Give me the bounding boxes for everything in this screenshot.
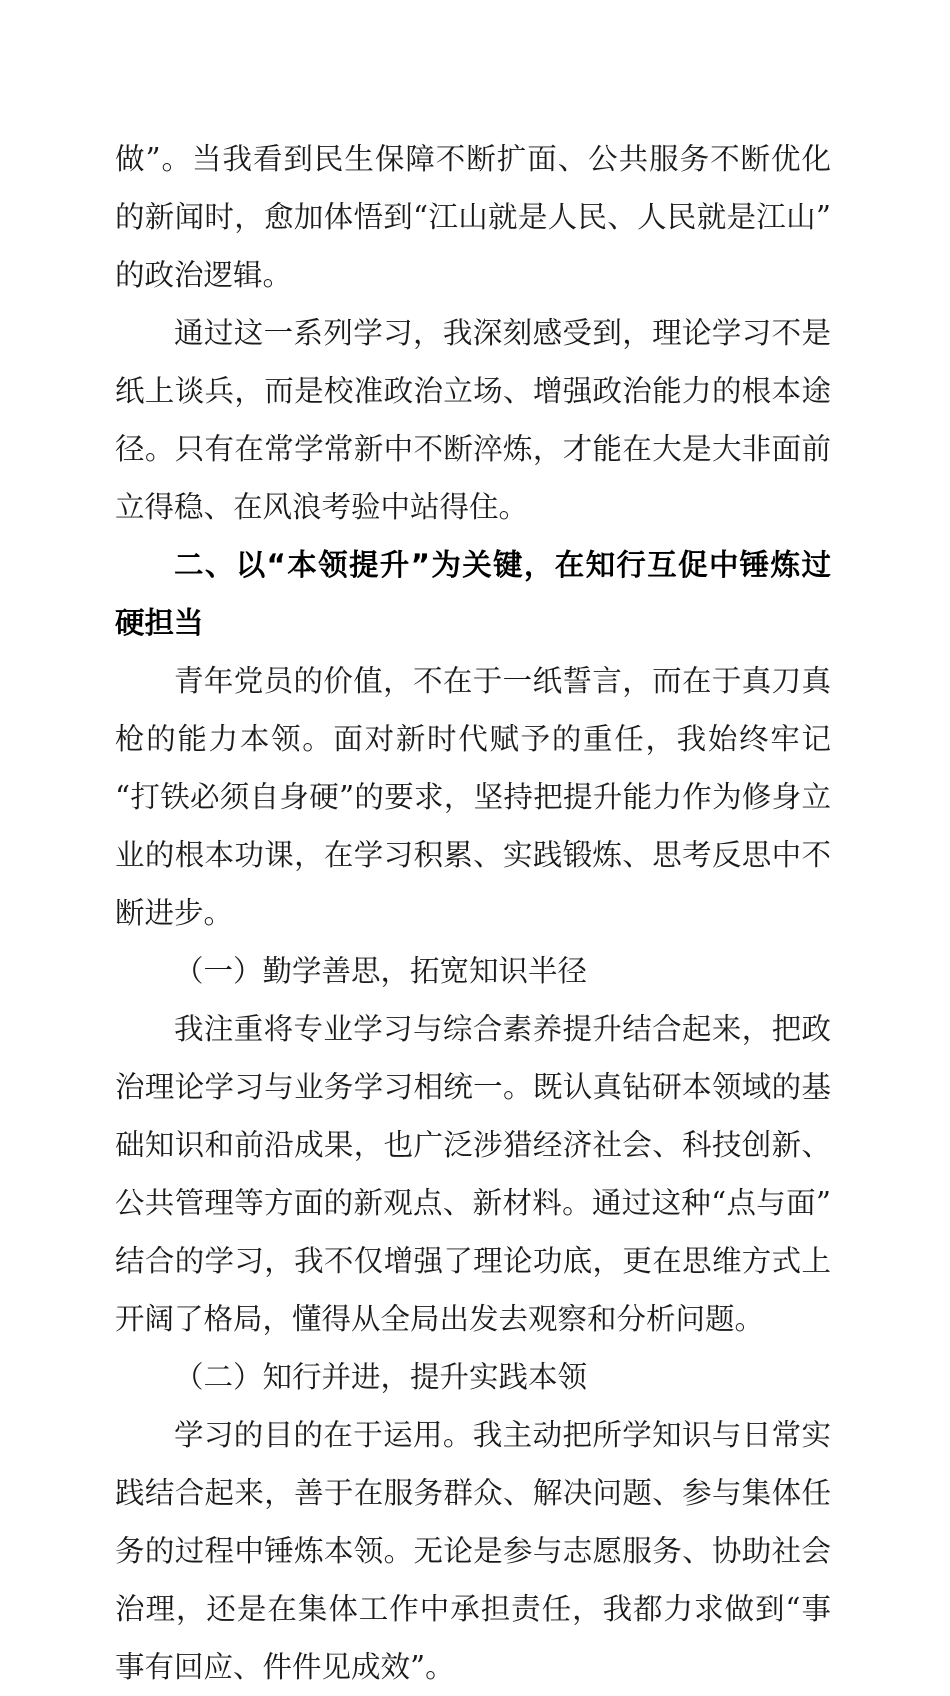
subsection-heading-two: （二）知行并进，提升实践本领 [174, 1360, 588, 1394]
paragraph: 我注重将专业学习与综合素养提升结合起来，把政治理论学习与业务学习相统一。既认真钻研本领域的基础知识和前沿成果，也广泛涉猎经济社会、科技创新、公共管理等方面的新观点、新材料。通过这种“点与面”结合的学习，我不仅增强了理论功底，更在思维方式上开阔了格局，懂得从全局出发去观察和分析问题。 [115, 1012, 831, 1336]
section-heading-two: 二、以“本领提升”为关键，在知行互促中锤炼过硬担当 [115, 548, 831, 640]
paragraph-continuation: 做”。当我看到民生保障不断扩面、公共服务不断优化的新闻时，愈加体悟到“江山就是人民、人民就是江山”的政治逻辑。 [115, 142, 831, 292]
subsection-heading-one: （一）勤学善思，拓宽知识半径 [174, 954, 588, 988]
paragraph: 青年党员的价值，不在于一纸誓言，而在于真刀真枪的能力本领。面对新时代赋予的重任，我始终牢记“打铁必须自身硬”的要求，坚持把提升能力作为修身立业的根本功课，在学习积累、实践锻炼、思考反思中不断进步。 [115, 664, 831, 930]
paragraph: 通过这一系列学习，我深刻感受到，理论学习不是纸上谈兵，而是校准政治立场、增强政治能力的根本途径。只有在常学常新中不断淬炼，才能在大是大非面前立得稳、在风浪考验中站得住。 [115, 316, 831, 524]
document-text-column [115, 130, 831, 1696]
paragraph: 学习的目的在于运用。我主动把所学知识与日常实践结合起来，善于在服务群众、解决问题、参与集体任务的过程中锤炼本领。无论是参与志愿服务、协助社会治理，还是在集体工作中承担责任，我都力求做到“事事有回应、件件见成效”。 [115, 1418, 831, 1684]
